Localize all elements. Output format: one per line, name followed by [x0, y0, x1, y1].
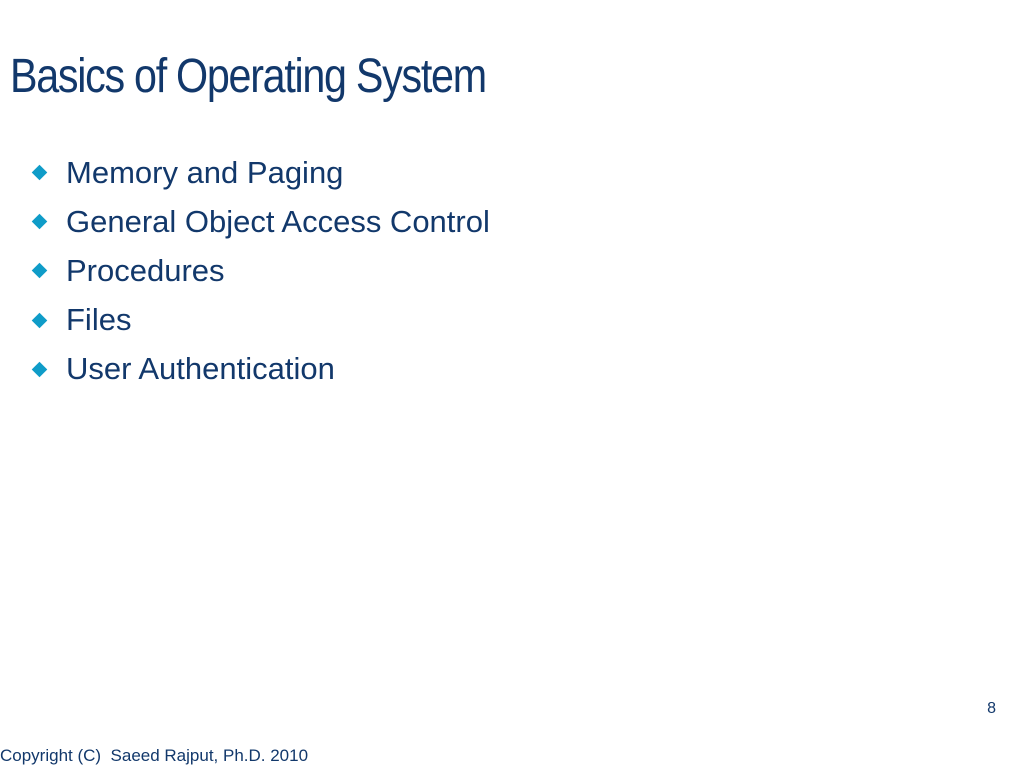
diamond-bullet-icon — [30, 164, 48, 182]
bullet-item — [30, 296, 490, 345]
slide-title: Basics of Operating System — [10, 50, 486, 103]
diamond-bullet-icon — [30, 262, 48, 280]
diamond-bullet-icon — [30, 360, 48, 378]
bullet-item — [30, 148, 490, 197]
bullet-item — [30, 345, 490, 394]
diamond-bullet-icon — [30, 213, 48, 231]
copyright-footer: Copyright (C) Saeed Rajput, Ph.D. 2010 — [0, 746, 309, 765]
bullet-label: General Object Access Control — [66, 203, 490, 239]
bullet-label: Memory and Paging — [66, 154, 344, 190]
diamond-bullet-icon — [30, 311, 48, 329]
bullet-item — [30, 246, 490, 295]
bullet-list — [30, 148, 490, 394]
page-number: 8 — [987, 700, 996, 717]
bullet-item — [30, 197, 490, 246]
bullet-label: User Authentication — [66, 351, 335, 387]
bullet-label: Files — [66, 302, 132, 338]
bullet-label: Procedures — [66, 252, 225, 288]
